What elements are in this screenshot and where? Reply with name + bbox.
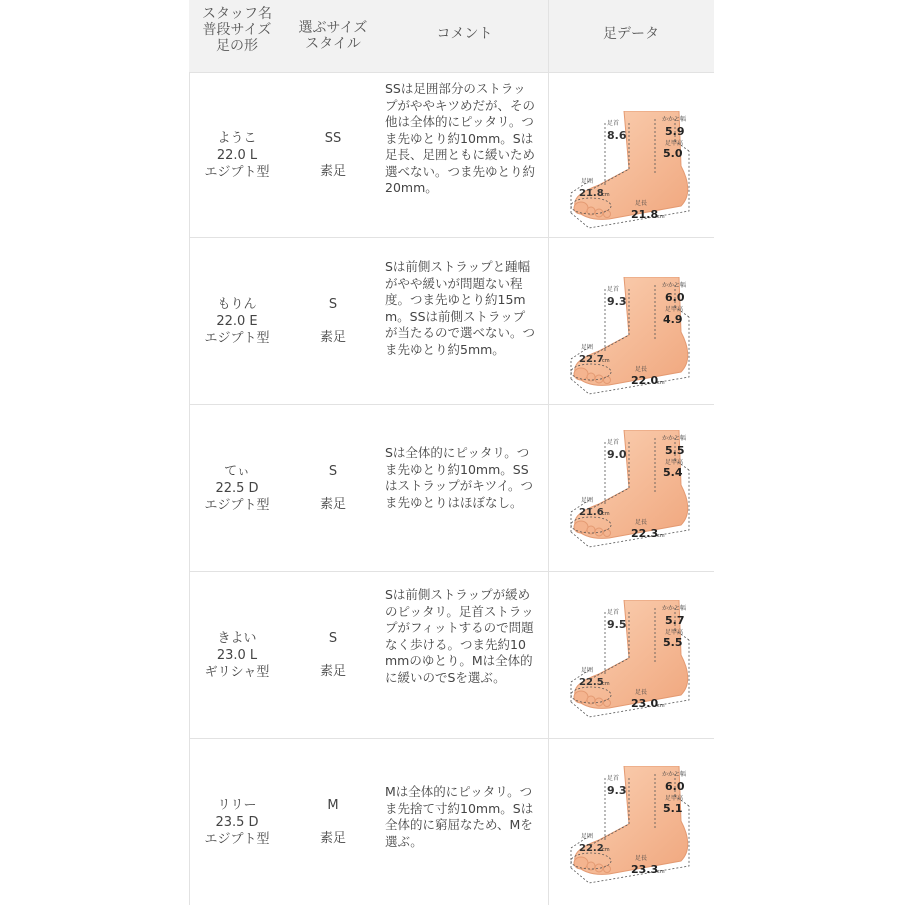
svg-text:cm: cm (602, 681, 610, 687)
header-size-line2: スタイル (305, 36, 361, 52)
staff-name: ようこ (217, 130, 257, 146)
svg-text:21.6: 21.6 (579, 507, 604, 518)
foot-diagram (569, 430, 709, 550)
staff-foot-shape: エジプト型 (204, 497, 270, 513)
table-row (189, 738, 714, 905)
svg-text:5.7: 5.7 (665, 614, 685, 627)
header-staff-line3: 足の形 (216, 38, 258, 54)
svg-text:cm: cm (602, 847, 610, 853)
svg-text:8.6: 8.6 (607, 129, 627, 142)
svg-text:足首: 足首 (607, 120, 620, 127)
svg-text:22.7: 22.7 (579, 354, 604, 365)
staff-usual-size: 23.5 D (215, 814, 259, 830)
svg-text:cm: cm (602, 192, 610, 198)
foot-diagram (569, 277, 709, 397)
svg-text:かかと幅: かかと幅 (662, 435, 687, 442)
size-cell (285, 238, 381, 404)
svg-text:足長: 足長 (635, 689, 648, 696)
header-size-style (285, 0, 381, 72)
svg-text:5.0: 5.0 (663, 147, 683, 160)
table-row (189, 72, 714, 237)
svg-text:足首: 足首 (607, 286, 620, 293)
table-row (189, 404, 714, 571)
chosen-size: S (328, 464, 338, 479)
svg-text:23.3: 23.3 (631, 863, 659, 876)
svg-text:6.0: 6.0 (665, 291, 685, 304)
header-staff (189, 0, 285, 72)
svg-text:22.5: 22.5 (579, 677, 604, 688)
staff-foot-shape: エジプト型 (204, 164, 270, 180)
staff-usual-size: 22.0 E (216, 313, 258, 329)
table-body (189, 72, 714, 905)
staff-cell (189, 73, 285, 237)
svg-text:9.3: 9.3 (607, 295, 627, 308)
chosen-size: SS (324, 131, 342, 146)
size-cell (285, 73, 381, 237)
svg-text:9.0: 9.0 (607, 448, 627, 461)
staff-usual-size: 22.0 L (216, 147, 258, 163)
svg-text:足首: 足首 (607, 609, 620, 616)
chosen-size: M (327, 798, 339, 813)
svg-text:22.2: 22.2 (579, 843, 604, 854)
style: 素足 (319, 831, 346, 846)
svg-text:5.5: 5.5 (663, 636, 683, 649)
size-cell (285, 572, 381, 738)
staff-name: もりん (217, 296, 257, 312)
svg-text:5.9: 5.9 (665, 125, 685, 138)
comment-text: SSは足囲部分のストラップがややキツめだが、その他は全体的にピッタリ。つま先ゆとり約10mm。Sは足長、足囲ともに緩いため選べない。つま先ゆとり約20mm。 (385, 81, 536, 195)
table-row (189, 571, 714, 738)
svg-text:かかと幅: かかと幅 (662, 282, 687, 289)
svg-text:cm: cm (657, 214, 665, 220)
svg-text:cm: cm (657, 869, 665, 875)
svg-text:23.0: 23.0 (631, 697, 659, 710)
staff-foot-shape: ギリシャ型 (204, 664, 270, 680)
foot-svg (569, 111, 709, 231)
staff-foot-shape: エジプト型 (204, 330, 270, 346)
foot-svg (569, 430, 709, 550)
svg-text:かかと幅: かかと幅 (662, 605, 687, 612)
style: 素足 (319, 664, 346, 679)
staff-cell (189, 405, 285, 571)
svg-text:9.5: 9.5 (607, 618, 627, 631)
svg-text:21.8: 21.8 (631, 208, 659, 221)
style: 素足 (319, 330, 346, 345)
svg-text:かかと幅: かかと幅 (662, 116, 687, 123)
svg-text:cm: cm (657, 533, 665, 539)
svg-text:足長: 足長 (635, 855, 648, 862)
comment-text: Sは前側ストラップが緩めのピッタリ。足首ストラップがフィットするので問題なく歩ける。つま先約10mmのゆとり。Mは全体的に緩いのでSを選ぶ。 (385, 587, 534, 685)
header-comment: コメント (436, 26, 493, 42)
svg-text:5.1: 5.1 (663, 802, 683, 815)
svg-text:5.5: 5.5 (665, 444, 685, 457)
foot-diagram (569, 766, 709, 886)
staff-name: てぃ (224, 463, 250, 479)
staff-usual-size: 23.0 L (216, 647, 258, 663)
svg-text:21.8: 21.8 (579, 188, 604, 199)
header-staff-line2: 普段サイズ (202, 22, 272, 38)
staff-cell (189, 572, 285, 738)
comment-text: Sは全体的にピッタリ。つま先ゆとり約10mm。SSはストラップがキツイ。つま先ゆとりはほぼなし。 (385, 445, 534, 510)
svg-text:cm: cm (657, 380, 665, 386)
size-cell (285, 405, 381, 571)
header-staff-line1: スタッフ名 (202, 6, 272, 22)
foot-svg (569, 766, 709, 886)
svg-text:足甲高: 足甲高 (665, 306, 684, 313)
svg-text:足甲高: 足甲高 (665, 795, 684, 802)
svg-text:22.3: 22.3 (631, 527, 659, 540)
svg-text:cm: cm (657, 703, 665, 709)
staff-foot-shape: エジプト型 (204, 831, 270, 847)
svg-text:足甲高: 足甲高 (665, 140, 684, 147)
svg-text:cm: cm (602, 511, 610, 517)
svg-text:足囲: 足囲 (581, 344, 594, 351)
size-cell (285, 739, 381, 905)
header-size-line1: 選ぶサイズ (298, 20, 368, 36)
svg-text:5.4: 5.4 (663, 466, 683, 479)
svg-text:6.0: 6.0 (665, 780, 685, 793)
style: 素足 (319, 497, 346, 512)
svg-text:9.3: 9.3 (607, 784, 627, 797)
foot-diagram (569, 111, 709, 231)
svg-text:かかと幅: かかと幅 (662, 771, 687, 778)
staff-name: リリー (217, 797, 257, 813)
staff-cell (189, 739, 285, 905)
foot-data-table (189, 0, 714, 905)
comment-text: Sは前側ストラップと踵幅がやや緩いが問題ない程度。つま先ゆとり約15mm。SSは前側ストラップが当たるので選べない。つま先ゆとり約5mm。 (385, 259, 536, 357)
svg-text:cm: cm (602, 358, 610, 364)
chosen-size: S (328, 631, 338, 646)
table-header (189, 0, 714, 72)
foot-svg (569, 277, 709, 397)
header-foot-data: 足データ (603, 26, 659, 42)
foot-svg (569, 600, 709, 720)
comment-text: Mは全体的にピッタリ。つま先捨て寸約10mm。Sは全体的に窮屈なため、Mを選ぶ。 (385, 784, 534, 849)
svg-text:足首: 足首 (607, 439, 620, 446)
chosen-size: S (328, 297, 338, 312)
svg-text:足囲: 足囲 (581, 178, 594, 185)
staff-name: きよい (217, 630, 257, 646)
svg-text:足囲: 足囲 (581, 497, 594, 504)
style: 素足 (319, 164, 346, 179)
svg-text:足長: 足長 (635, 200, 648, 207)
staff-cell (189, 238, 285, 404)
svg-text:足首: 足首 (607, 775, 620, 782)
table-row (189, 237, 714, 404)
svg-text:足甲高: 足甲高 (665, 459, 684, 466)
svg-text:足囲: 足囲 (581, 667, 594, 674)
svg-text:足長: 足長 (635, 366, 648, 373)
foot-diagram (569, 600, 709, 720)
svg-text:4.9: 4.9 (663, 313, 683, 326)
svg-text:足囲: 足囲 (581, 833, 594, 840)
svg-text:足甲高: 足甲高 (665, 629, 684, 636)
svg-text:22.0: 22.0 (631, 374, 659, 387)
staff-usual-size: 22.5 D (215, 480, 259, 496)
svg-text:足長: 足長 (635, 519, 648, 526)
